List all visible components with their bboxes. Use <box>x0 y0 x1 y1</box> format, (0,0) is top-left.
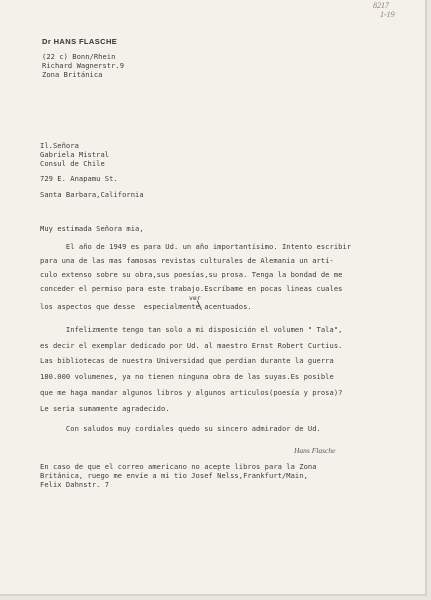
body-line: Las bibliotecas de nuestra Universidad que perdian durante la guerra <box>40 356 334 365</box>
recipient-line: 729 E. Anapamu St. <box>40 174 118 183</box>
postscript-line: Británica, ruego me envíe a mi tio Josef Nelss,Frankfurt/Main, <box>40 471 308 480</box>
postscript-line: En caso de que el correo americano no acepte libros para la Zona <box>40 462 317 471</box>
inserted-word: ver <box>189 294 201 302</box>
body-line: El año de 1949 es para Ud. un año importantísimo. Intento escribir <box>40 242 352 251</box>
salutation: Muy estimada Señora mia, <box>40 224 144 233</box>
letterhead-name: Dr HANS FLASCHE <box>42 37 118 46</box>
recipient-line: Consul de Chile <box>40 159 105 168</box>
letterhead-address-line: Zona Británica <box>42 70 103 79</box>
recipient-line: Il.Señora <box>40 141 79 150</box>
letterhead-address-line: Richard Wagnerstr.9 <box>42 61 125 70</box>
postscript-line: Felix Dahnstr. 7 <box>40 480 110 489</box>
body-line: Le seria sumamente agradecido. <box>40 404 170 413</box>
body-line: Infelizmente tengo tan solo a mi disposición el volumen " Tala", <box>40 325 343 334</box>
body-line: los aspectos que desse especialmente acentuados. <box>40 302 252 311</box>
letterhead-address-line: (22 c) Bonn/Rhein <box>42 52 116 61</box>
recipient-line: Santa Barbara,California <box>40 190 144 199</box>
signature: Hans Flasche <box>294 446 336 455</box>
archive-folio: 1-19 <box>380 10 395 19</box>
recipient-line: Gabriela Mistral <box>40 150 110 159</box>
body-line: 180.000 volumenes, ya no tienen ninguna obra de las suyas.Es posible <box>40 372 334 381</box>
body-line: es decir el exemplar dedicado por Ud. al maestro Ernst Robert Curtius. <box>40 341 343 350</box>
body-line: que me haga mandar algunos libros y algunos articulos(poesía y prosa)? <box>40 388 343 397</box>
body-line: culo extenso sobre su obra,sus poesías,su prosa. Tenga la bondad de me <box>40 270 343 279</box>
body-line: para una de las mas famosas revistas culturales de Alemania un artí- <box>40 256 334 265</box>
body-line: conceder el permiso para este trabajo.Escríbame en pocas lineas cuales <box>40 284 343 293</box>
archive-number: 8217 <box>373 1 389 10</box>
body-line: Con saludos muy cordiales quedo su sincero admirador de Ud. <box>40 424 321 433</box>
